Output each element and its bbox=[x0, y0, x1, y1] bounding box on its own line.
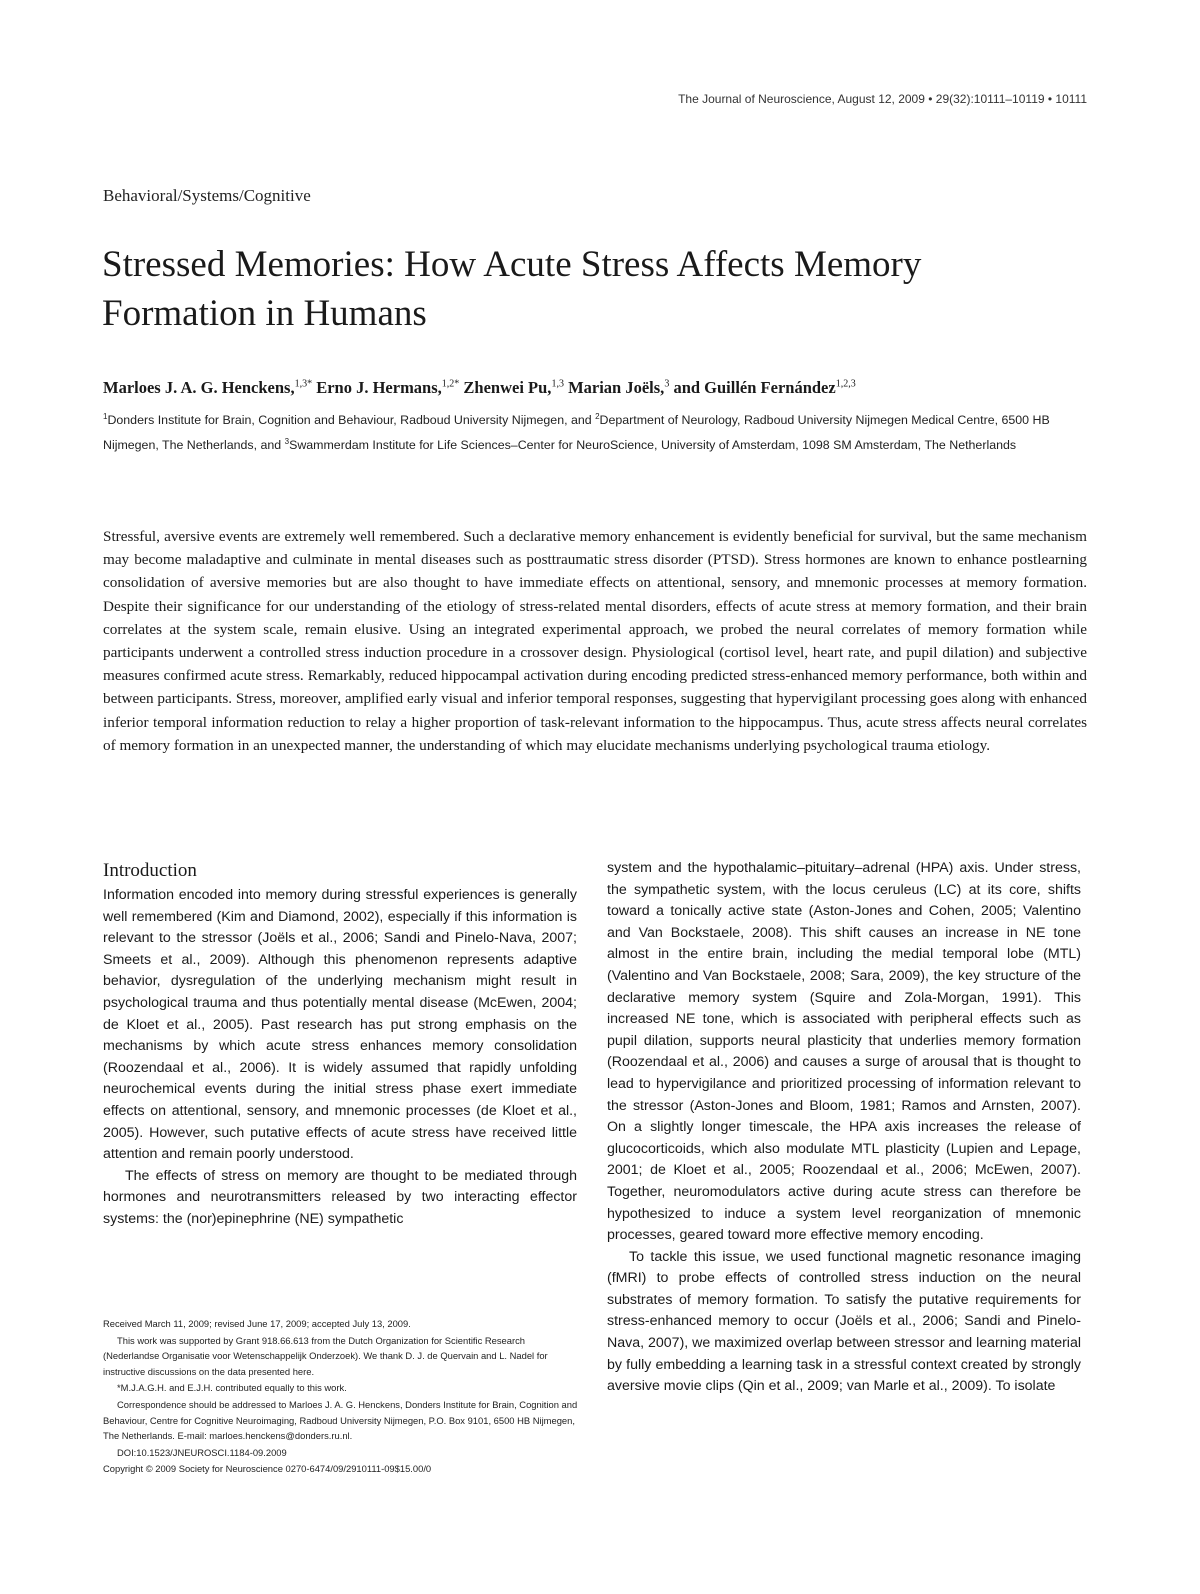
author-name: Zhenwei Pu, bbox=[463, 378, 552, 397]
running-head: The Journal of Neuroscience, August 12, 2009 • 29(32):10111–10119 • 10111 bbox=[678, 92, 1087, 106]
footnote-received: Received March 11, 2009; revised June 17, 2009; accepted July 13, 2009. bbox=[103, 1318, 411, 1329]
affil-sup: 1 bbox=[103, 412, 108, 421]
intro-heading: Introduction bbox=[103, 860, 197, 881]
author-name: Erno J. Hermans, bbox=[316, 378, 442, 397]
author-affil-sup: 1,2* bbox=[441, 378, 460, 390]
footnote-doi: DOI:10.1523/JNEUROSCI.1184-09.2009 bbox=[117, 1446, 287, 1458]
right-column bbox=[607, 858, 1081, 1398]
body-paragraph: The effects of stress on memory are thought to be mediated through hormones and neurotransmitters released by two interacting effector systems: the (nor)epinephrine (NE) sympathetic bbox=[103, 1167, 577, 1227]
body-paragraph: system and the hypothalamic–pituitary–adrenal (HPA) axis. Under stress, the sympathetic system, with the locus ceruleus (LC) at its core, shifts toward a tonically active state (Aston-Jones and Cohen, 2005; Valentino and Van Bockstaele, 2008). This shift causes an increase in NE tone almost in the entire brain, including the medial temporal lobe (MTL) (Valentino and Van Bockstaele, 2008; Sara, 2009), the key structure of the declarative memory system (Squire and Zola-Morgan, 1991). This increased NE tone, which is associated with peripheral effects such as pupil dilation, supports neural plasticity that underlies memory formation (Roozendaal et al., 2006) and causes a surge of arousal that is thought to lead to hypervigilance and prioritized processing of information relevant to the stressor (Aston-Jones and Bloom, 1981; Ramos and Arnsten, 2007). On a slightly longer timescale, the HPA axis increases the release of glucocorticoids, which also modulate MTL plasticity (Lupien and Lepage, 2001; de Kloet et al., 2005; Roozendaal et al., 2006; McEwen, 2007). Together, neuromodulators active during acute stress can therefore be hypothesized to induce a system level reorganization of mnemonic processes, geared toward more effective memory encoding. bbox=[607, 860, 1081, 1244]
article-title: Stressed Memories: How Acute Stress Affects Memory Formation in Humans bbox=[102, 244, 922, 334]
left-column bbox=[103, 885, 577, 1231]
affil-text: Swammerdam Institute for Life Sciences–Center for NeuroScience, University of Amsterdam, 1098 SM Amsterdam, The Netherlands bbox=[289, 438, 1017, 453]
author-list bbox=[103, 378, 1103, 398]
author-name: Marian Joëls, bbox=[568, 378, 665, 397]
author-affil-sup: 1,3 bbox=[551, 378, 564, 390]
author-affil-sup: 3 bbox=[664, 378, 670, 390]
affil-sup: 3 bbox=[284, 437, 290, 447]
affil-text: Department of Neurology, Radboud University Nijmegen Medical Centre, 6500 HB Nijmegen, The Netherlands, and bbox=[103, 413, 1050, 453]
footnote-support: This work was supported by Grant 918.66.613 from the Dutch Organization for Scientific Research (Nederlandse Organisatie voor Wetenschappelijk Onderzoek). We thank D. J. de Quervain and L. Nadel for instructive discussions on the data presented here. bbox=[103, 1334, 548, 1377]
author-affil-sup: 1,2,3 bbox=[835, 378, 856, 390]
body-paragraph: To tackle this issue, we used functional magnetic resonance imaging (fMRI) to probe effects of controlled stress induction on the neural substrates of memory formation. To satisfy the putative requirements for stress-enhanced memory to occur (Joëls et al., 2006; Sandi and Pinelo-Nava, 2007), we maximized overlap between stressor and learning material by fully embedding a learning task in a stressful context created by strongly aversive movie clips (Qin et al., 2009; van Marle et al., 2009). To isolate bbox=[607, 1248, 1081, 1395]
affil-sup: 2 bbox=[595, 412, 600, 421]
footnote-equal: *M.J.A.G.H. and E.J.H. contributed equally to this work. bbox=[117, 1382, 347, 1394]
body-paragraph: Information encoded into memory during stressful experiences is generally well remembered (Kim and Diamond, 2002), especially if this information is relevant to the stressor (Joëls et al., 2006; Sandi and Pinelo-Nava, 2007; Smeets et al., 2009). Although this phenomenon represents adaptive behavior, dysregulation of the underlying mechanism might result in psychological trauma and thus potentially mental disease (McEwen, 2004; de Kloet et al., 2005). Past research has put strong emphasis on the mechanisms by which acute stress enhances memory consolidation (Roozendaal et al., 2006). It is widely assumed that rapidly unfolding neurochemical events during the initial stress phase exert immediate effects on attentional, sensory, and mnemonic processes (de Kloet et al., 2005). However, such putative effects of acute stress have received little attention and remain poorly understood. bbox=[103, 887, 577, 1163]
affil-text: Donders Institute for Brain, Cognition and Behaviour, Radboud University Nijmegen, and bbox=[107, 413, 596, 428]
affiliations bbox=[103, 406, 1103, 456]
footnotes bbox=[103, 1316, 583, 1478]
section-label: Behavioral/Systems/Cognitive bbox=[103, 186, 311, 205]
author-name: Marloes J. A. G. Henckens, bbox=[103, 378, 295, 397]
author-affil-sup: 1,3* bbox=[294, 378, 313, 390]
author-name: and Guillén Fernández bbox=[673, 378, 836, 397]
abstract: Stressful, aversive events are extremely well remembered. Such a declarative memory enhancement is evidently beneficial for survival, but the same mechanism may become maladaptive and culminate in mental diseases such as posttraumatic stress disorder (PTSD). Stress hormones are known to enhance postlearning consolidation of aversive memories but are also thought to have immediate effects on attentional, sensory, and mnemonic processes at memory formation. Despite their significance for our understanding of the etiology of stress-related mental disorders, effects of acute stress at memory formation, and their brain correlates at the system scale, remain elusive. Using an integrated experimental approach, we probed the neural correlates of memory formation while participants underwent a controlled stress induction procedure in a crossover design. Physiological (cortisol level, heart rate, and pupil dilation) and subjective measures confirmed acute stress. Remarkably, reduced hippocampal activation during encoding predicted stress-enhanced memory performance, both within and between participants. Stress, moreover, amplified early visual and inferior temporal responses, suggesting that hypervigilant processing goes along with enhanced inferior temporal information reduction to relay a higher proportion of task-relevant information to the hippocampus. Thus, acute stress affects neural correlates of memory formation in an unexpected manner, the understanding of which may elucidate mechanisms underlying psychological trauma etiology. bbox=[103, 528, 1087, 754]
footnote-copyright: Copyright © 2009 Society for Neuroscience 0270-6474/09/2910111-09$15.00/0 bbox=[103, 1463, 432, 1475]
footnote-correspondence: Correspondence should be addressed to Marloes J. A. G. Henckens, Donders Institute for Brain, Cognition and Behaviour, Centre for Cognitive Neuroimaging, Radboud University Nijmegen, P.O. Box 9101, 6500 HB Nijmegen, The Netherlands. E-mail: marloes.henckens@donders.ru.nl. bbox=[103, 1398, 578, 1442]
